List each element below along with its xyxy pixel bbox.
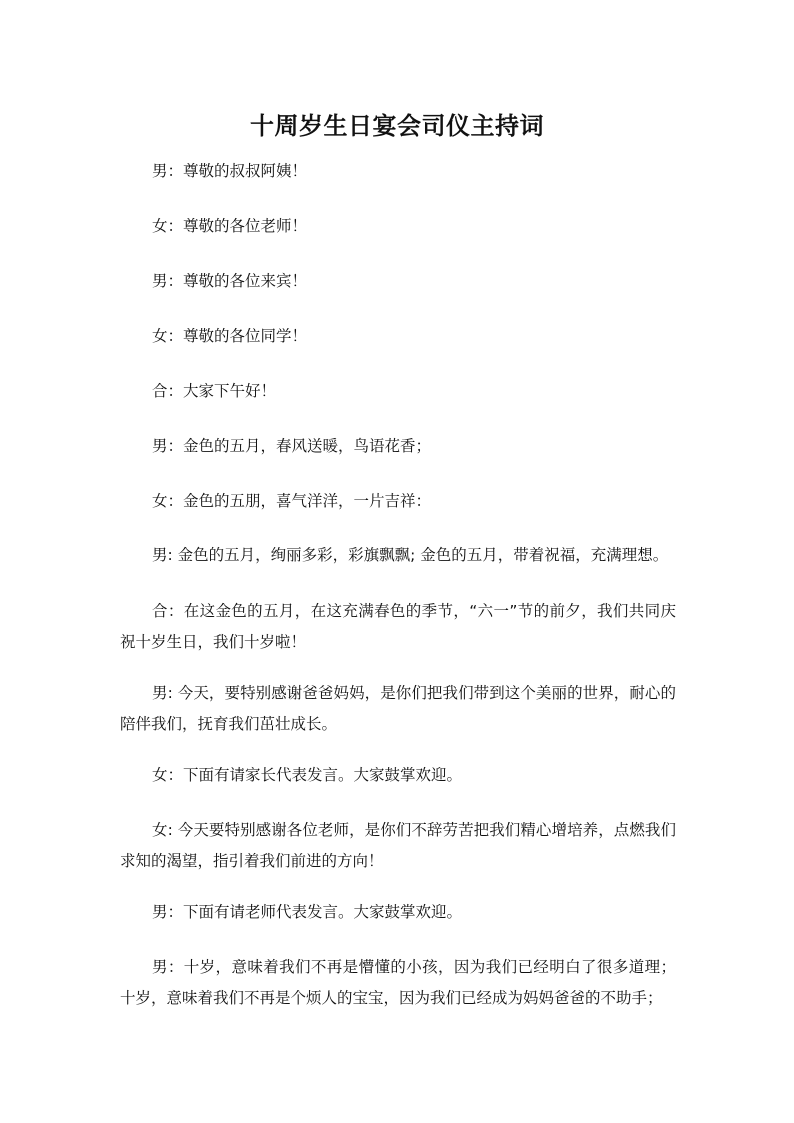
paragraph: 女：尊敬的各位同学！ — [152, 327, 308, 345]
paragraph: 女：下面有请家长代表发言。大家鼓掌欢迎。 — [152, 766, 463, 784]
paragraph: 男：尊敬的叔叔阿姨！ — [152, 162, 308, 180]
paragraph: 男: 金色的五月，绚丽多彩，彩旗飘飘; 金色的五月，带着祝福，充满理想。 — [152, 546, 669, 564]
paragraph: 女：金色的五朋，喜气洋洋，一片吉祥： — [152, 492, 432, 510]
paragraph: 女：尊敬的各位老师！ — [152, 217, 308, 235]
paragraph: 男：下面有请老师代表发言。大家鼓掌欢迎。 — [152, 903, 463, 921]
paragraph: 女: 今天要特别感谢各位老师，是你们不辞劳苦把我们精心增培养，点燃我们求知的渴望，指引着我们前进的方向！ — [120, 821, 676, 870]
paragraph: 合：大家下午好！ — [152, 382, 277, 400]
document-title: 十周岁生日宴会司仪主持词 — [250, 112, 544, 140]
paragraph: 男：尊敬的各位来宾！ — [152, 272, 308, 290]
paragraph: 合：在这金色的五月，在这充满春色的季节，“六一”节的前夕，我们共同庆祝十岁生日，我们十岁啦！ — [120, 602, 676, 651]
paragraph: 男: 今天，要特别感谢爸爸妈妈，是你们把我们带到这个美丽的世界，耐心的陪伴我们，抚育我们茁壮成长。 — [120, 684, 676, 733]
paragraph: 男：金色的五月，春风送暖，鸟语花香； — [152, 437, 432, 455]
paragraph: 男：十岁，意味着我们不再是懵懂的小孩，因为我们已经明白了很多道理；十岁，意味着我们不再是个烦人的宝宝，因为我们已经成为妈妈爸爸的不助手； — [120, 958, 676, 1007]
